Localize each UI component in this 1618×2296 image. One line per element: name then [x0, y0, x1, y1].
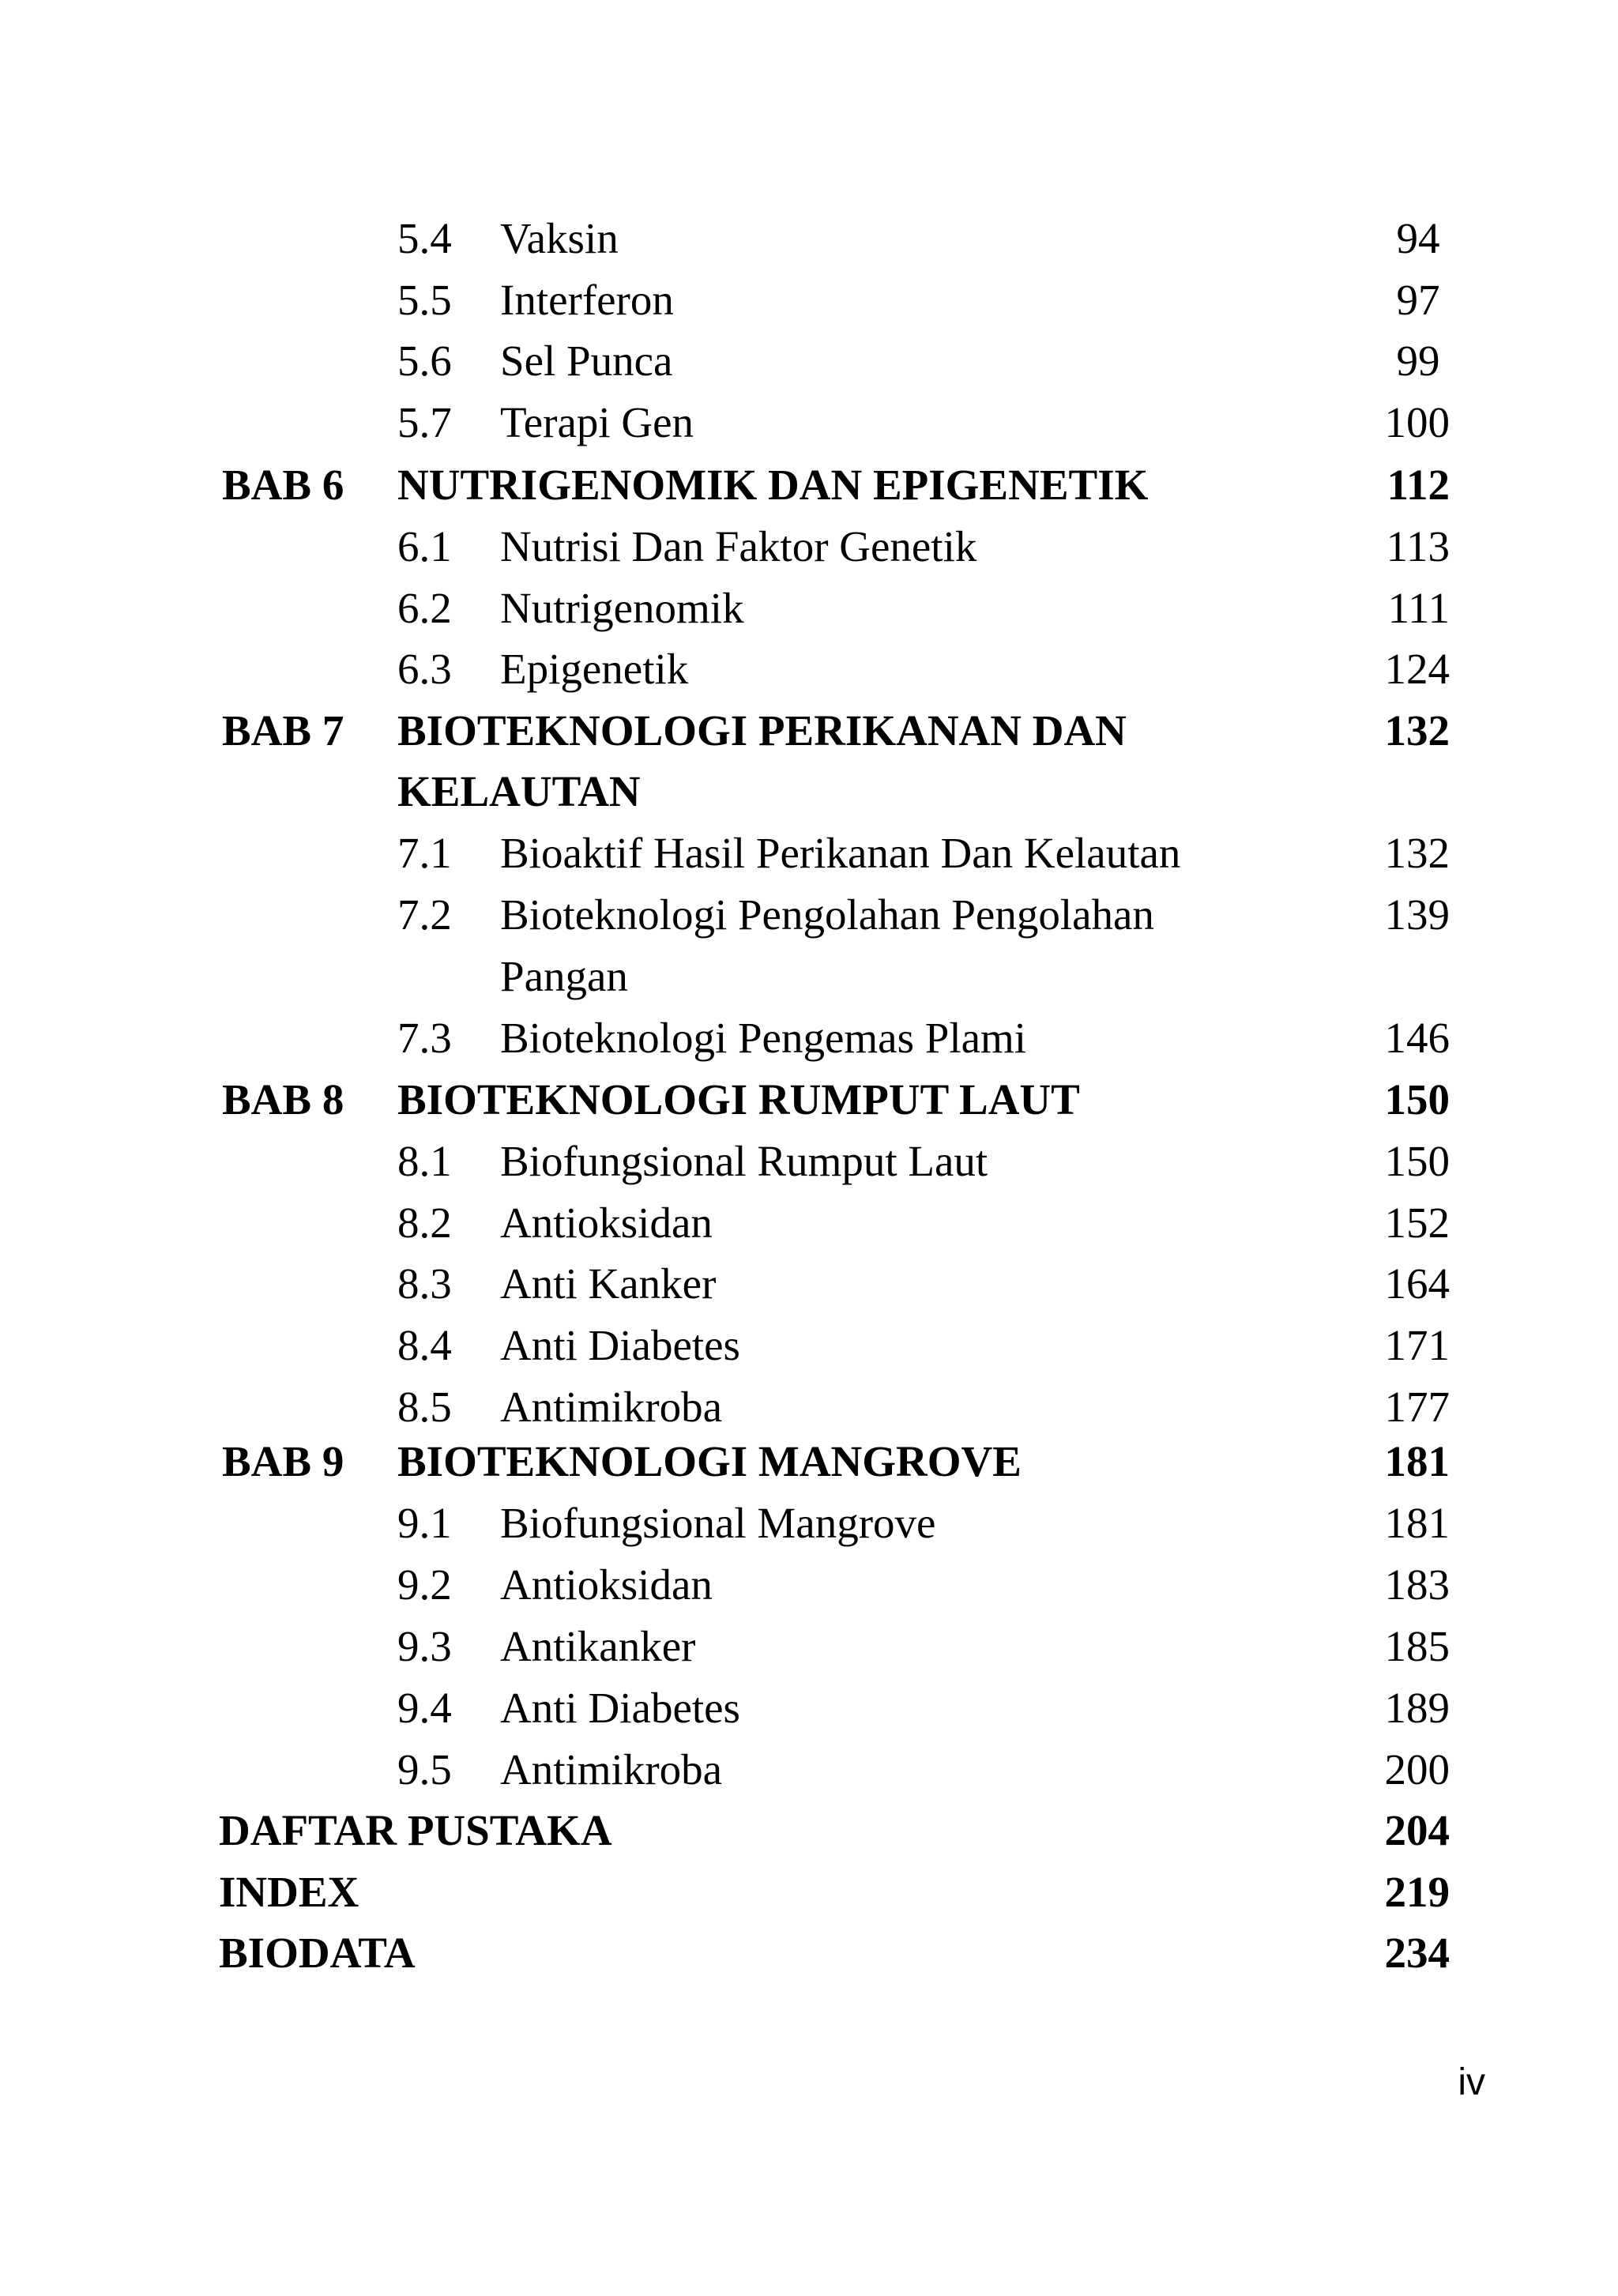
section-number: 8.4 — [397, 1321, 452, 1369]
toc-entry-continuation — [0, 951, 1618, 1002]
section-number: 6.2 — [397, 584, 452, 632]
section-number: 6.1 — [397, 522, 452, 570]
toc-section-entry — [0, 1136, 1618, 1187]
toc-backmatter-entry — [0, 1928, 1618, 1978]
section-number: 7.1 — [397, 829, 452, 877]
page-number-ref: 152 — [1384, 1199, 1450, 1247]
chapter-title: BIOTEKNOLOGI PERIKANAN DAN — [397, 706, 1127, 755]
toc-chapter-entry — [0, 460, 1618, 510]
chapter-title: NUTRIGENOMIK DAN EPIGENETIK — [397, 461, 1149, 509]
page-number-ref: 164 — [1384, 1259, 1450, 1308]
section-title: Biofungsional Mangrove — [500, 1499, 936, 1547]
section-title: Bioaktif Hasil Perikanan Dan Kelautan — [500, 829, 1181, 877]
toc-section-entry — [0, 583, 1618, 634]
backmatter-title: DAFTAR PUSTAKA — [219, 1806, 612, 1854]
page-number-ref: 183 — [1384, 1560, 1450, 1609]
section-title: Epigenetik — [500, 645, 689, 693]
chapter-title: BIOTEKNOLOGI MANGROVE — [397, 1437, 1022, 1485]
section-title: Anti Diabetes — [500, 1684, 740, 1732]
section-title: Bioteknologi Pengemas Plami — [500, 1014, 1027, 1062]
section-number: 8.3 — [397, 1259, 452, 1308]
page-number-ref: 124 — [1384, 645, 1450, 693]
page-number-ref: 181 — [1384, 1499, 1450, 1547]
page-number-ref: 113 — [1386, 522, 1450, 570]
page-number-ref: 219 — [1384, 1868, 1450, 1916]
section-title: Vaksin — [500, 214, 619, 262]
section-title: Antimikroba — [500, 1383, 723, 1431]
toc-section-entry — [0, 1683, 1618, 1733]
page-number-ref: 111 — [1387, 584, 1450, 632]
toc-section-entry — [0, 644, 1618, 694]
page-number-ref: 185 — [1384, 1622, 1450, 1670]
section-number: 9.1 — [397, 1499, 452, 1547]
toc-section-entry — [0, 1382, 1618, 1432]
section-number: 5.7 — [397, 398, 452, 446]
page-number-ref: 234 — [1384, 1929, 1450, 1977]
toc-section-entry — [0, 1259, 1618, 1309]
page-number-ref: 181 — [1384, 1437, 1450, 1485]
toc-chapter-entry — [0, 1075, 1618, 1125]
page-number-ref: 189 — [1384, 1684, 1450, 1732]
page-number-ref: 94 — [1396, 214, 1440, 262]
page-number-ref: 97 — [1396, 276, 1440, 324]
section-number: 9.2 — [397, 1560, 452, 1609]
page-number-ref: 132 — [1384, 706, 1450, 755]
section-title: Antimikroba — [500, 1745, 723, 1794]
page-number-ref: 177 — [1384, 1383, 1450, 1431]
toc-backmatter-entry — [0, 1805, 1618, 1856]
section-number: 5.5 — [397, 276, 452, 324]
page-number-ref: 146 — [1384, 1014, 1450, 1062]
section-title: Antikanker — [500, 1622, 696, 1670]
chapter-label: BAB 7 — [222, 706, 344, 755]
toc-section-entry — [0, 890, 1618, 940]
toc-section-entry — [0, 1745, 1618, 1795]
toc-section-entry — [0, 828, 1618, 879]
section-title: Sel Punca — [500, 337, 673, 385]
section-number: 5.4 — [397, 214, 452, 262]
section-number: 8.2 — [397, 1199, 452, 1247]
toc-section-entry — [0, 1498, 1618, 1549]
chapter-label: BAB 9 — [222, 1437, 344, 1485]
page-number-ref: 200 — [1384, 1745, 1450, 1794]
toc-section-entry — [0, 521, 1618, 572]
section-title: Antioksidan — [500, 1199, 713, 1247]
section-number: 9.5 — [397, 1745, 452, 1794]
toc-section-entry — [0, 275, 1618, 326]
section-number: 8.1 — [397, 1137, 452, 1185]
page-number-ref: 204 — [1384, 1806, 1450, 1854]
page-number-ref: 171 — [1384, 1321, 1450, 1369]
page-number-ref: 132 — [1384, 829, 1450, 877]
chapter-title: BIOTEKNOLOGI RUMPUT LAUT — [397, 1075, 1080, 1124]
section-number: 5.6 — [397, 337, 452, 385]
section-title: Nutrigenomik — [500, 584, 744, 632]
section-number: 7.3 — [397, 1014, 452, 1062]
section-title: Nutrisi Dan Faktor Genetik — [500, 522, 977, 570]
backmatter-title: BIODATA — [219, 1929, 416, 1977]
toc-section-entry — [0, 213, 1618, 264]
section-number: 6.3 — [397, 645, 452, 693]
page-number-ref: 100 — [1384, 398, 1450, 446]
section-title: Interferon — [500, 276, 674, 324]
toc-section-entry — [0, 1621, 1618, 1672]
page-number: iv — [1458, 2061, 1485, 2103]
section-title: Terapi Gen — [500, 398, 694, 446]
page-number-ref: 139 — [1384, 890, 1450, 939]
section-number: 7.2 — [397, 890, 452, 939]
toc-section-entry — [0, 1320, 1618, 1371]
toc-section-entry — [0, 1198, 1618, 1248]
page-number-ref: 99 — [1396, 337, 1440, 385]
section-title: Anti Kanker — [500, 1259, 717, 1308]
toc-entry-continuation — [0, 766, 1618, 817]
toc-section-entry — [0, 397, 1618, 448]
toc-section-entry — [0, 1013, 1618, 1063]
toc-backmatter-entry — [0, 1867, 1618, 1918]
page-number-ref: 112 — [1387, 461, 1450, 509]
toc-section-entry — [0, 336, 1618, 386]
toc-chapter-entry — [0, 1436, 1618, 1487]
section-number: 8.5 — [397, 1383, 452, 1431]
chapter-label: BAB 6 — [222, 461, 344, 509]
backmatter-title: INDEX — [219, 1868, 359, 1916]
title-continuation: KELAUTAN — [397, 767, 641, 815]
title-continuation: Pangan — [500, 952, 628, 1000]
section-number: 9.4 — [397, 1684, 452, 1732]
toc-chapter-entry — [0, 706, 1618, 756]
section-title: Antioksidan — [500, 1560, 713, 1609]
section-title: Anti Diabetes — [500, 1321, 740, 1369]
section-title: Bioteknologi Pengolahan Pengolahan — [500, 890, 1154, 939]
page-number-ref: 150 — [1384, 1137, 1450, 1185]
section-title: Biofungsional Rumput Laut — [500, 1137, 988, 1185]
toc-section-entry — [0, 1560, 1618, 1610]
chapter-label: BAB 8 — [222, 1075, 344, 1124]
section-number: 9.3 — [397, 1622, 452, 1670]
page-number-ref: 150 — [1384, 1075, 1450, 1124]
